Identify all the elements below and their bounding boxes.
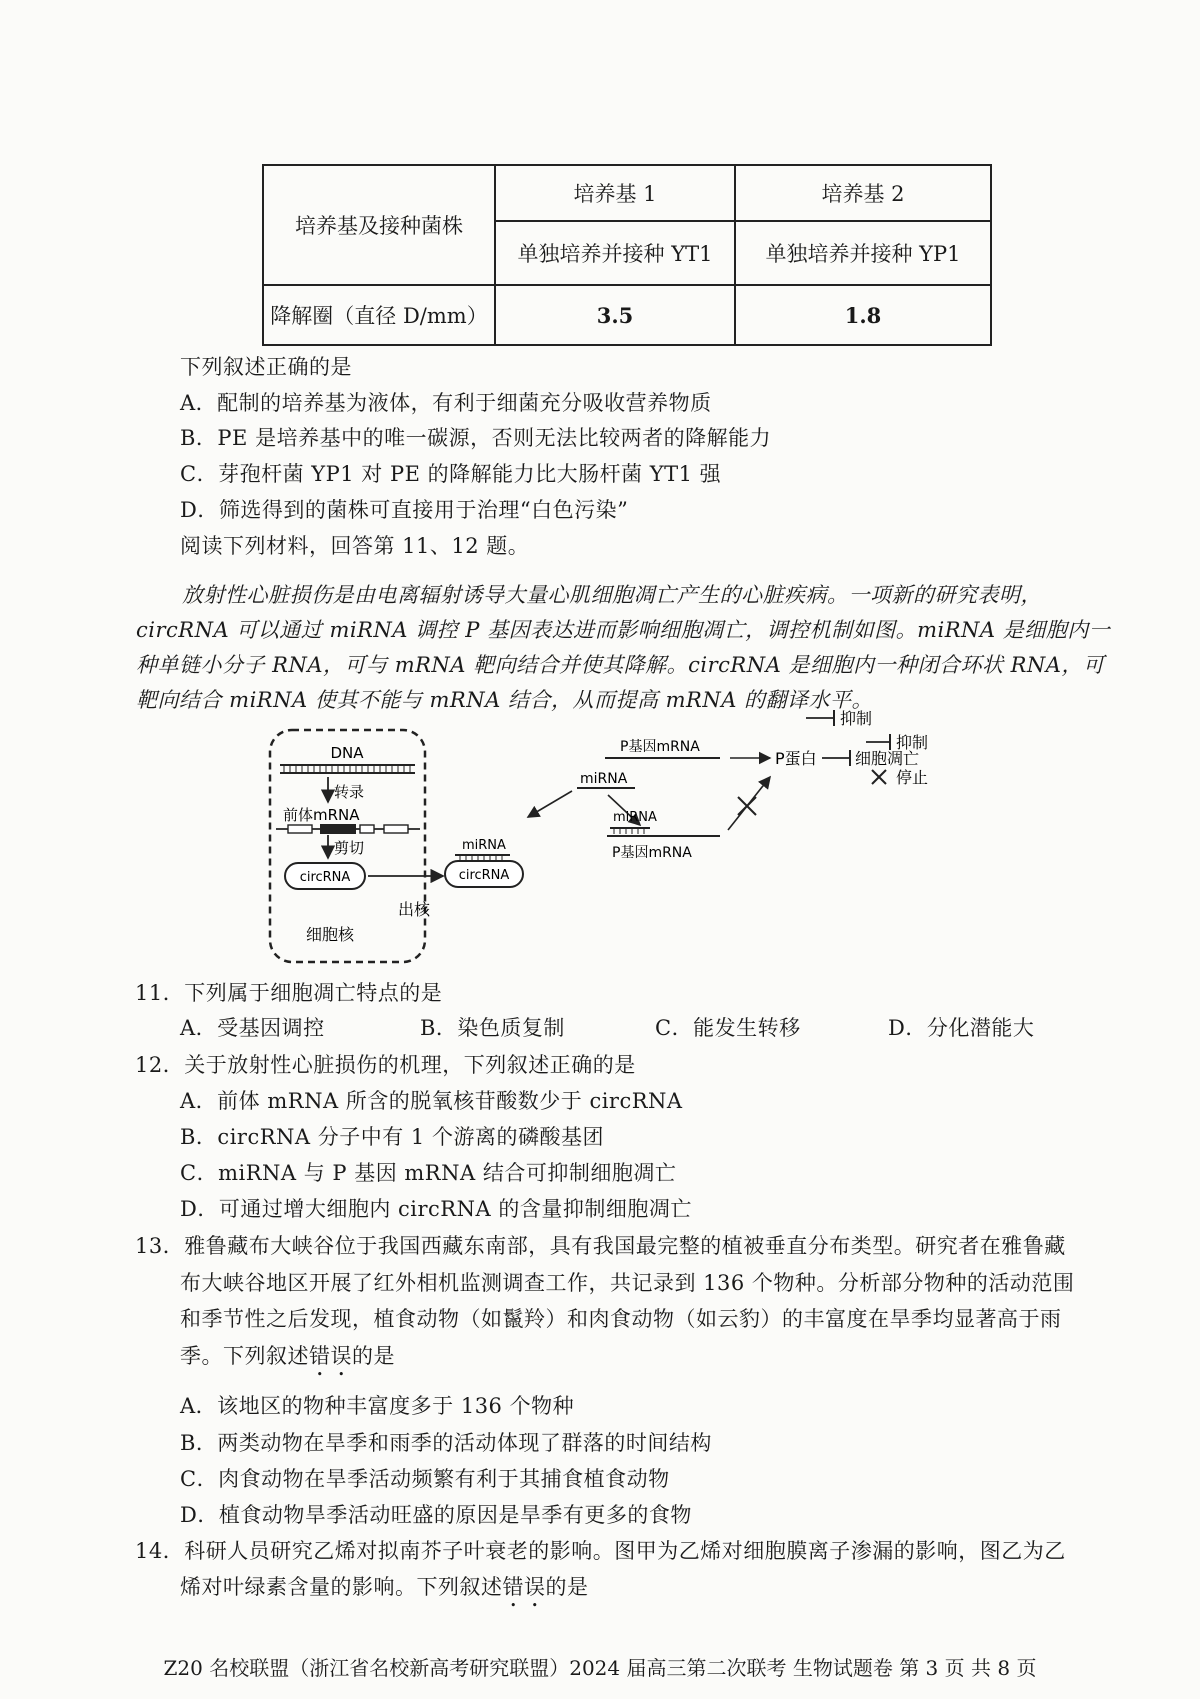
reading-para-line-2: circRNA 可以通过 miRNA 调控 P 基因表达进而影响细胞凋亡，调控机制如图。miRNA 是细胞内一	[136, 618, 1111, 642]
q13-stem-line-3: 和季节性之后发现，植食动物（如鬣羚）和肉食动物（如云豹）的丰富度在旱季均显著高于雨	[180, 1307, 1062, 1331]
exit-nucleus-label: 出核	[398, 900, 431, 919]
table-col2-sub: 单独培养并接种 YP1	[735, 221, 991, 285]
table-row-label: 降解圈（直径 D/mm）	[263, 285, 495, 345]
q12-option-c: C．miRNA 与 P 基因 mRNA 结合可抑制细胞凋亡	[180, 1161, 677, 1185]
q13-stem-line-4	[180, 1341, 395, 1381]
q11-option-c: C．能发生转移	[655, 1016, 801, 1040]
q10-option-b: B．PE 是培养基中的唯一碳源，否则无法比较两者的降解能力	[180, 426, 772, 450]
mirna-center-label: miRNA	[580, 771, 628, 787]
legend-stop-icon	[872, 770, 886, 784]
q13-option-a: A．该地区的物种丰富度多于 136 个物种	[180, 1394, 575, 1418]
circrna-cytoplasm-label: circRNA	[458, 868, 510, 883]
reading-intro: 阅读下列材料，回答第 11、12 题。	[180, 534, 530, 558]
q13-stem-last-suffix: 的是	[352, 1344, 395, 1368]
page-footer: Z20 名校联盟（浙江省名校新高考研究联盟）2024 届高三第二次联考 生物试题卷 第 3 页 共 8 页	[163, 1656, 1037, 1680]
q14-stem-emphasis: 错误	[502, 1575, 546, 1599]
apoptosis-label: 细胞凋亡	[855, 749, 920, 768]
mirna-bottom-label: miRNA	[613, 810, 657, 825]
pre-mrna-label: 前体mRNA	[283, 806, 360, 824]
q11-option-b: B．染色质复制	[420, 1016, 565, 1040]
pre-mrna-strand	[276, 824, 420, 834]
q11-option-a: A．受基因调控	[180, 1016, 325, 1040]
table-col2-title: 培养基 2	[735, 165, 991, 221]
q13-option-c: C．肉食动物在旱季活动频繁有利于其捕食植食动物	[180, 1467, 670, 1491]
q11-option-d: D．分化潜能大	[888, 1016, 1035, 1040]
q12-option-b: B．circRNA 分子中有 1 个游离的磷酸基团	[180, 1125, 604, 1149]
q10-option-c: C．芽孢杆菌 YP1 对 PE 的降解能力比大肠杆菌 YT1 强	[180, 462, 722, 486]
q14-stem-suffix: 的是	[545, 1575, 589, 1599]
q12-option-d: D．可通过增大细胞内 circRNA 的含量抑制细胞凋亡	[180, 1197, 692, 1221]
nucleus-label: 细胞核	[305, 925, 355, 944]
stop-x-icon	[738, 797, 756, 815]
q12-option-a: A．前体 mRNA 所含的脱氧核苷酸数少于 circRNA	[180, 1089, 683, 1113]
table-header-label: 培养基及接种菌株	[263, 165, 495, 285]
q14-stem-line-2	[180, 1572, 589, 1612]
table-col2-value: 1.8	[735, 285, 991, 345]
q13-stem-emphasis: 错误	[309, 1344, 352, 1368]
mirna-left-label: miRNA	[462, 838, 506, 853]
q10-stem: 下列叙述正确的是	[180, 355, 352, 379]
reading-para-line-4: 靶向结合 miRNA 使其不能与 mRNA 结合，从而提高 mRNA 的翻译水平。	[136, 688, 874, 712]
splice-label: 剪切	[334, 839, 365, 857]
dna-label: DNA	[330, 744, 364, 762]
q13-stem-line-2: 布大峡谷地区开展了红外相机监测调查工作，共记录到 136 个物种。分析部分物种的活动范围	[180, 1271, 1075, 1295]
legend-inhibit-text: 抑制	[896, 733, 929, 752]
p-protein-label: P蛋白	[775, 749, 817, 768]
culture-medium-table	[262, 164, 992, 346]
legend-stop-label: 停止	[896, 768, 929, 787]
dna-helix-icon	[280, 765, 415, 773]
inhibit-symbol	[822, 750, 850, 766]
q14-stem-line-1: 14．科研人员研究乙烯对拟南芥子叶衰老的影响。图甲为乙烯对细胞膜离子渗漏的影响，图乙为乙	[135, 1539, 1066, 1563]
reading-para-line-3: 种单链小分子 RNA，可与 mRNA 靶向结合并使其降解。circRNA 是细胞内一种闭合环状 RNA，可	[136, 653, 1105, 677]
legend-inhibit-icon	[866, 734, 890, 750]
reading-para-line-1: 放射性心脏损伤是由电离辐射诱导大量心肌细胞凋亡产生的心脏疾病。一项新的研究表明，	[182, 583, 1042, 607]
legend-inhibit-label: 抑制	[840, 709, 873, 728]
q13-stem-last-prefix: 季。下列叙述	[180, 1344, 309, 1368]
diagram-legend	[860, 730, 1000, 800]
p-gene-mrna-top-label: P基因mRNA	[620, 739, 700, 755]
q13-option-b: B．两类动物在旱季和雨季的活动体现了群落的时间结构	[180, 1431, 712, 1455]
q13-stem-line-1: 13．雅鲁藏布大峡谷位于我国西藏东南部，具有我国最完整的植被垂直分布类型。研究者在雅鲁藏	[135, 1234, 1066, 1258]
mirna-to-circrna-arrow	[528, 791, 572, 817]
circrna-nucleus-label: circRNA	[299, 870, 351, 885]
table-col1-title: 培养基 1	[495, 165, 735, 221]
q13-option-d: D．植食动物旱季活动旺盛的原因是旱季有更多的食物	[180, 1503, 692, 1527]
mirna-bottom-strand	[610, 828, 650, 834]
q10-option-a: A．配制的培养基为液体，有利于细菌充分吸收营养物质	[180, 391, 712, 415]
q10-option-d: D．筛选得到的菌株可直接用于治理“白色污染”	[180, 498, 629, 522]
table-col1-sub: 单独培养并接种 YT1	[495, 221, 735, 285]
q14-stem-prefix: 烯对叶绿素含量的影响。下列叙述	[180, 1575, 503, 1599]
transcription-label: 转录	[334, 783, 365, 801]
q12-stem: 12．关于放射性心脏损伤的机理，下列叙述正确的是	[135, 1053, 636, 1077]
p-gene-mrna-bottom-label: P基因mRNA	[612, 845, 692, 861]
table-col1-value: 3.5	[495, 285, 735, 345]
q11-stem: 11．下列属于细胞凋亡特点的是	[135, 981, 443, 1005]
